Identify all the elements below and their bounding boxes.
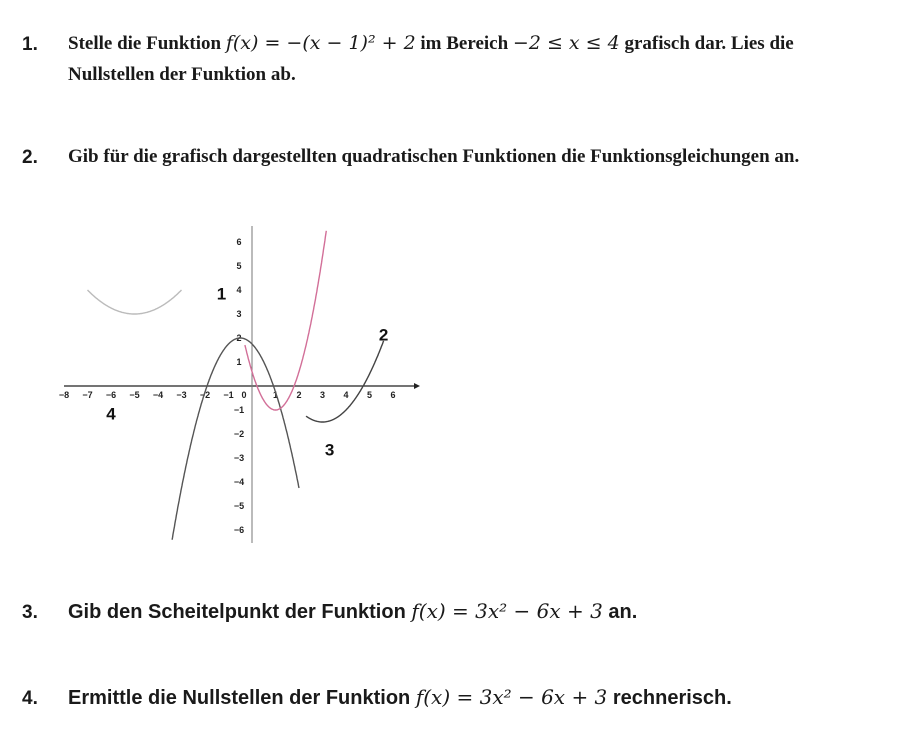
curve-label-2: 2 <box>378 325 389 345</box>
curve-label-1: 1 <box>216 284 227 304</box>
x-tick-label: 3 <box>319 390 326 400</box>
curve-label-4: 4 <box>106 404 116 424</box>
task-text-part: Gib den Scheitelpunkt der Funktion <box>68 601 412 623</box>
y-tick-label: 4 <box>236 285 242 295</box>
task-text <box>68 682 858 714</box>
y-tick-label: −2 <box>233 429 245 439</box>
y-tick-label: 3 <box>236 309 242 319</box>
y-tick-label: −5 <box>233 501 245 511</box>
task-text-part: Ermittle die Nullstellen der Funktion <box>68 687 416 709</box>
y-tick-label: 2 <box>236 333 242 343</box>
x-tick-label: −5 <box>129 390 140 400</box>
curve-4 <box>88 290 182 314</box>
curves <box>88 231 384 540</box>
parabola-chart <box>58 218 422 548</box>
x-tick-label: 5 <box>366 390 373 400</box>
task-text <box>68 28 858 90</box>
x-tick-label: 1 <box>272 390 279 400</box>
range-formula: −2 ≤ x ≤ 4 <box>512 32 620 54</box>
y-tick-label: 5 <box>236 261 242 271</box>
task-text: Gib für die grafisch dargestellten quadratischen Funktionen die Funktionsgleichungen an. <box>68 146 800 167</box>
function-formula: f(x) = 3x² − 6x + 3 <box>411 599 603 623</box>
curve-labels <box>106 285 388 460</box>
curve-label-3: 3 <box>324 440 335 460</box>
x-tick-label: −2 <box>199 390 211 400</box>
curve-2 <box>245 231 326 410</box>
x-tick-label: −1 <box>223 390 234 400</box>
task-text-part: im Bereich <box>415 33 513 54</box>
y-tick-label: −1 <box>233 405 245 415</box>
task-number: 4. <box>22 688 38 709</box>
x-tick-label: 6 <box>390 390 396 400</box>
x-tick-label: 2 <box>296 390 302 400</box>
x-tick-label: −3 <box>176 390 187 400</box>
task-text-part: Stelle die Funktion <box>68 33 226 54</box>
x-tick-label: −4 <box>152 390 164 400</box>
task-number: 2. <box>22 147 38 168</box>
y-tick-label: 1 <box>236 357 242 367</box>
y-tick-label: 6 <box>236 237 242 247</box>
function-formula: f(x) = −(x − 1)² + 2 <box>225 32 416 54</box>
x-tick-label: −6 <box>105 390 117 400</box>
task-text-part: an. <box>602 601 638 623</box>
task-number: 3. <box>22 602 38 623</box>
task-text <box>68 596 858 628</box>
y-tick-label: −3 <box>233 453 245 463</box>
x-tick-label: −8 <box>58 390 70 400</box>
function-formula: f(x) = 3x² − 6x + 3 <box>415 685 608 709</box>
x-axis-arrow <box>414 383 420 389</box>
axes <box>64 226 420 543</box>
x-tick-label: 0 <box>241 390 247 400</box>
task-number: 1. <box>22 34 38 55</box>
y-tick-label: −6 <box>233 525 245 535</box>
task-text-part: grafisch dar. Lies die Nullstellen der Funktion ab. <box>68 33 794 85</box>
x-tick-label: −7 <box>82 390 93 400</box>
curve-3 <box>306 341 384 422</box>
task-text-part: rechnerisch. <box>607 687 732 709</box>
y-tick-label: −4 <box>233 477 245 487</box>
x-tick-label: 4 <box>343 390 349 400</box>
